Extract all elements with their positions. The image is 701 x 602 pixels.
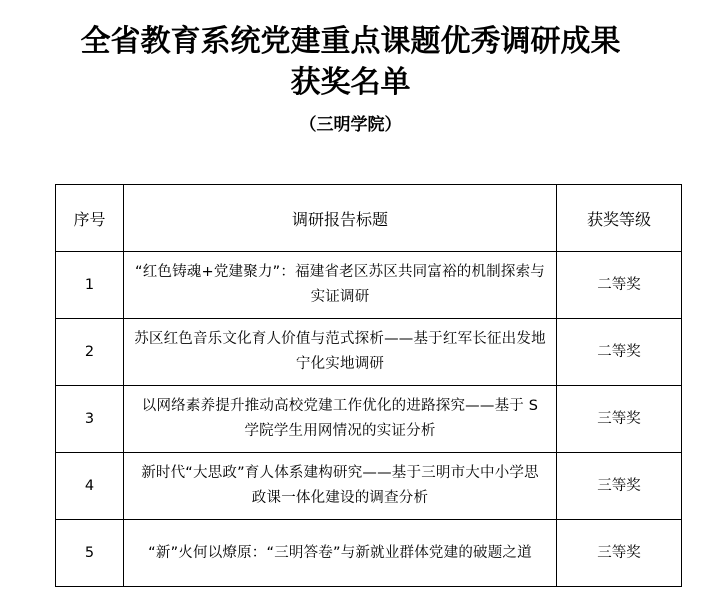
row-award: 二等奖	[557, 252, 682, 319]
page-title-line-2: 获奖名单	[290, 65, 411, 100]
row-no: 5	[56, 520, 124, 587]
page-title-line-1: 全省教育系统党建重点课题优秀调研成果	[80, 24, 621, 59]
table-row	[56, 386, 682, 453]
row-title: 苏区红色音乐文化育人价值与范式探析——基于红军长征出发地宁化实地调研	[124, 319, 557, 386]
row-title: “新”火何以燎原：“三明答卷”与新就业群体党建的破题之道	[124, 520, 557, 587]
header-award: 获奖等级	[557, 185, 682, 252]
row-no: 3	[56, 386, 124, 453]
row-no: 4	[56, 453, 124, 520]
table-header-row	[56, 185, 682, 252]
row-title: 新时代“大思政”育人体系建构研究——基于三明市大中小学思政课一体化建设的调查分析	[124, 453, 557, 520]
row-title: “红色铸魂+党建聚力”：福建省老区苏区共同富裕的机制探索与实证调研	[124, 252, 557, 319]
header-no: 序号	[56, 185, 124, 252]
table-row	[56, 252, 682, 319]
row-no: 1	[56, 252, 124, 319]
awards-table	[55, 184, 682, 587]
row-title: 以网络素养提升推动高校党建工作优化的进路探究——基于 S 学院学生用网情况的实证分析	[124, 386, 557, 453]
row-award: 三等奖	[557, 520, 682, 587]
table-row	[56, 319, 682, 386]
row-award: 三等奖	[557, 453, 682, 520]
row-award: 三等奖	[557, 386, 682, 453]
table-row	[56, 520, 682, 587]
row-no: 2	[56, 319, 124, 386]
page-subtitle: （三明学院）	[299, 115, 402, 135]
header-title: 调研报告标题	[124, 185, 557, 252]
table-row	[56, 453, 682, 520]
row-award: 二等奖	[557, 319, 682, 386]
